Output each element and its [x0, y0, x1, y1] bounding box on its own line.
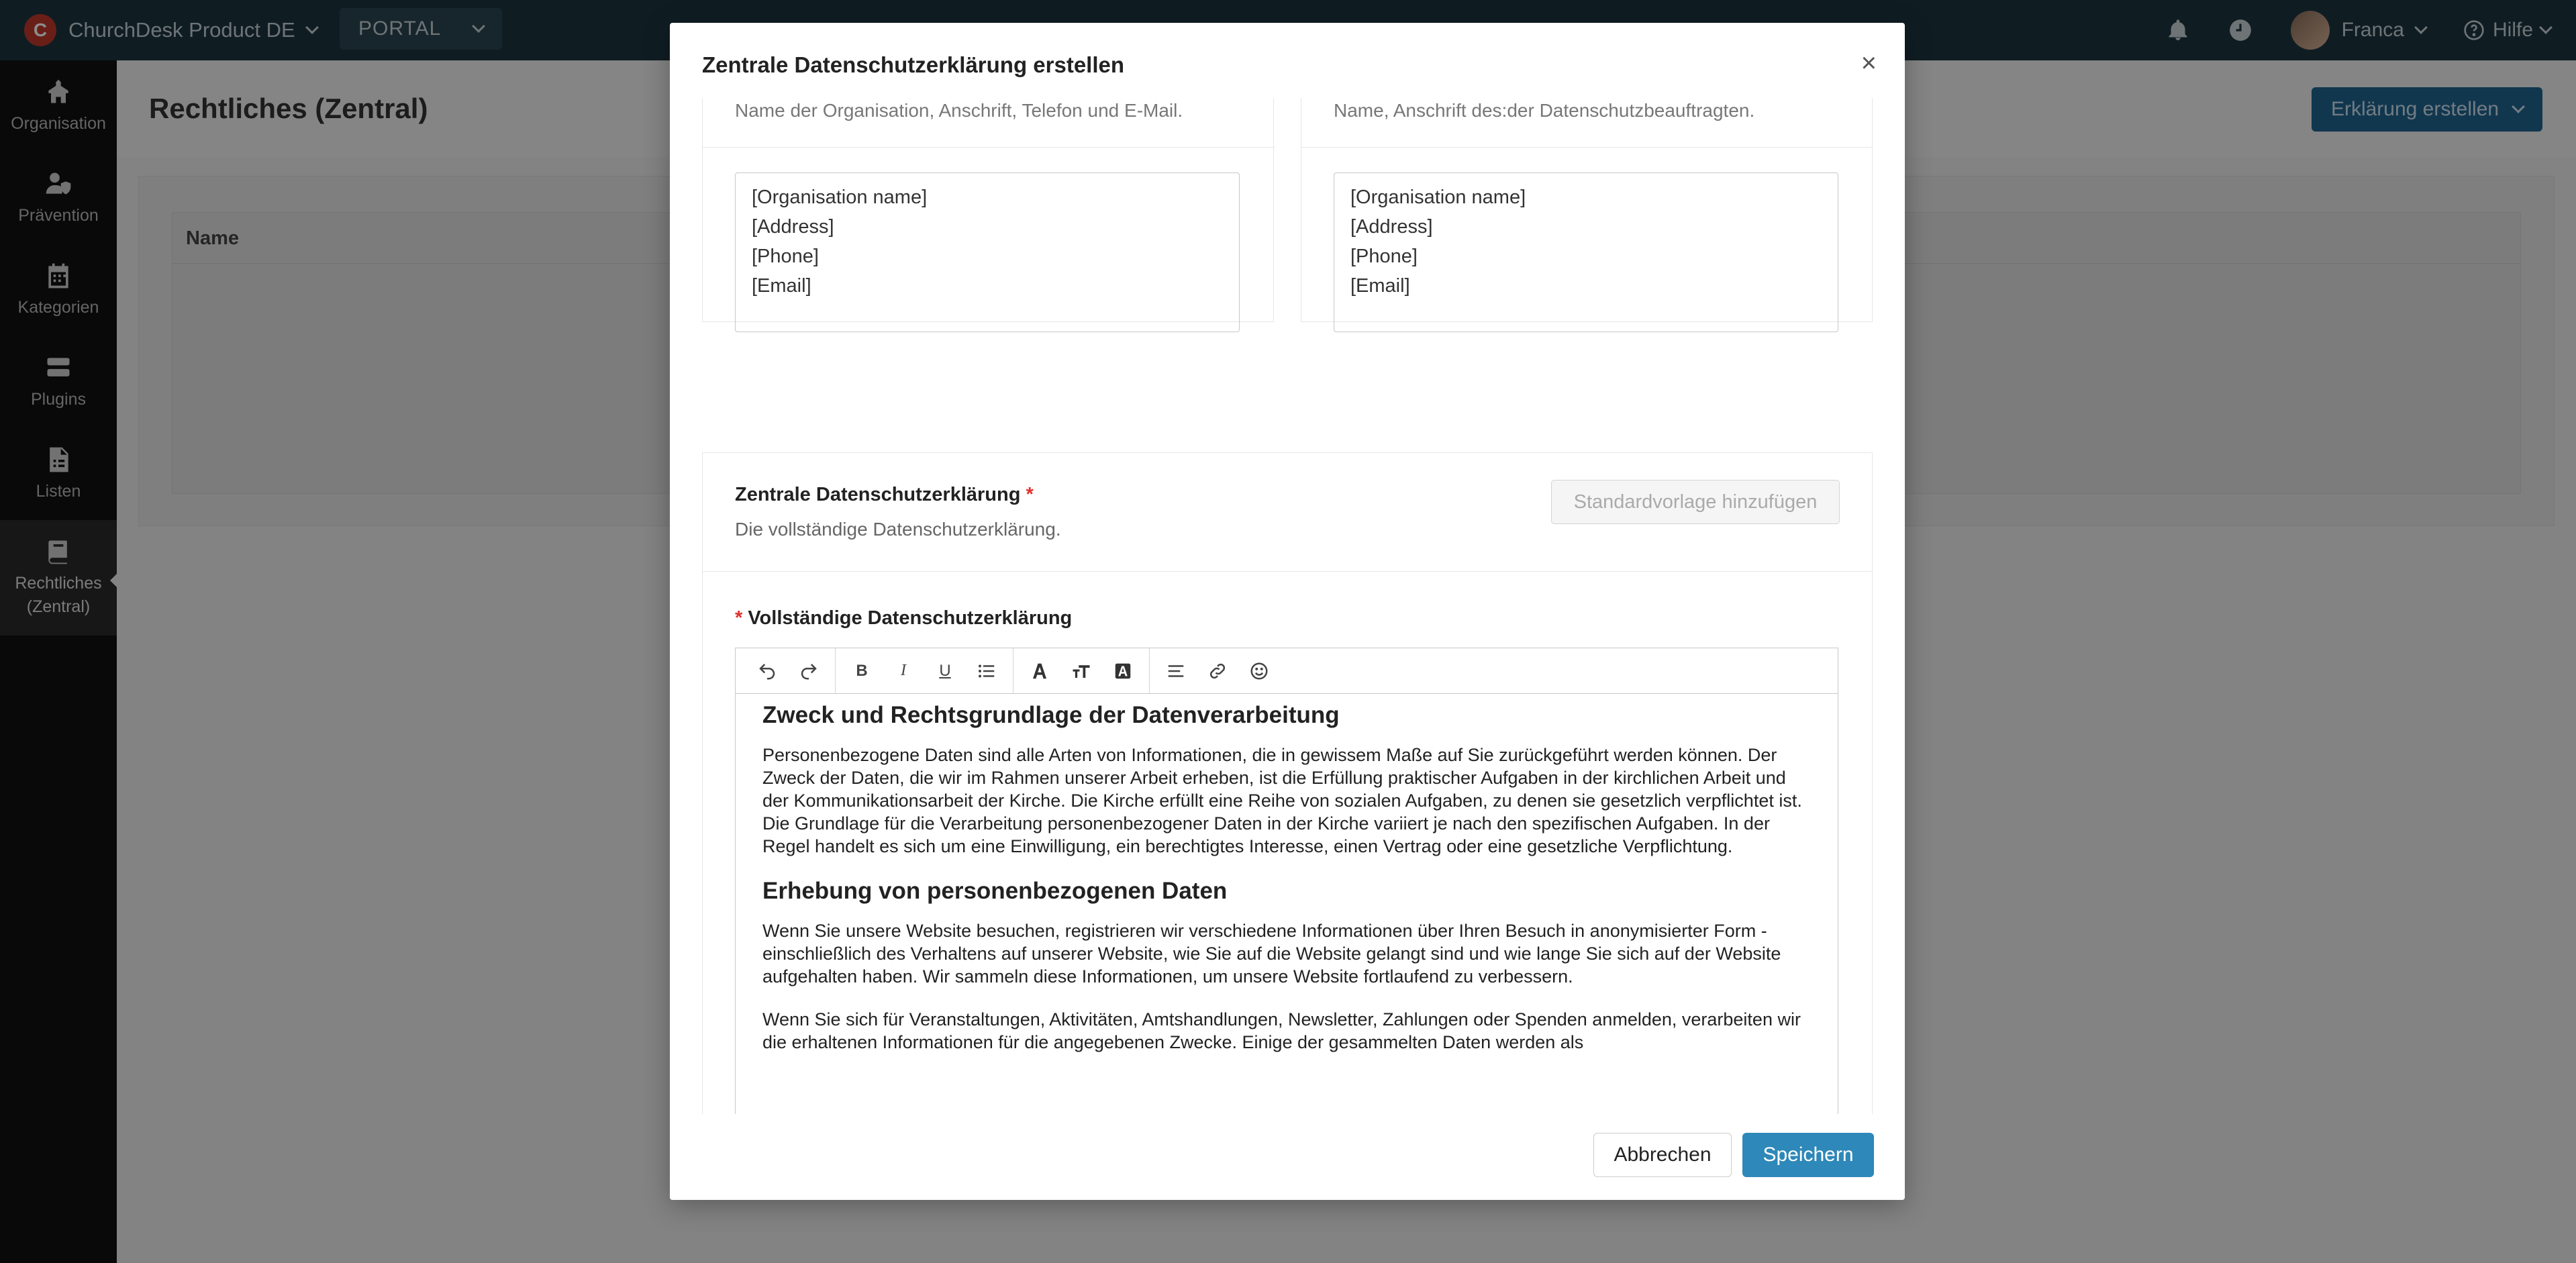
redo-icon[interactable]: [788, 654, 830, 689]
undo-icon[interactable]: [746, 654, 788, 689]
organisation-address-textarea[interactable]: [Organisation name] [Address] [Phone] [Email]: [735, 172, 1240, 332]
section-description: Die vollständige Datenschutzerklärung.: [735, 519, 1061, 540]
sidebar-item-label: Listen: [36, 482, 81, 501]
create-statement-label: Erklärung erstellen: [2330, 98, 2499, 120]
sidebar-item-label: Kategorien: [17, 298, 99, 317]
editor-toolbar: [736, 648, 1838, 694]
sidebar-item-label: Prävention: [18, 206, 99, 225]
org-logo: C: [24, 14, 56, 46]
modal-footer: [670, 1114, 1905, 1200]
data-protection-officer-panel: [1301, 98, 1873, 322]
field-label: [735, 607, 1072, 629]
content-paragraph: Wenn Sie sich für Veranstaltungen, Aktivitäten, Amtshandlungen, Newsletter, Zahlungen oder Spenden anmelden, verarbeiten wir die erhaltenen Informationen für die angegebenen Zwecke. Einige der gesammelten Daten werden als: [762, 1009, 1801, 1052]
emoji-icon[interactable]: [1238, 654, 1280, 689]
font-family-icon[interactable]: [1019, 654, 1060, 689]
org-name: ChurchDesk Product DE: [68, 18, 295, 42]
font-size-icon[interactable]: [1060, 654, 1102, 689]
modal-title: Zentrale Datenschutzerklärung erstellen: [702, 52, 1125, 77]
close-icon[interactable]: ×: [1861, 48, 1877, 78]
content-heading: Erhebung von personenbezogenen Daten: [762, 878, 1228, 904]
section-title: [735, 484, 1034, 506]
help-label: Hilfe: [2492, 19, 2533, 41]
text-color-icon[interactable]: [1102, 654, 1144, 689]
table-header-name: Name: [172, 213, 2520, 264]
divider: [703, 147, 1275, 148]
editor-content[interactable]: [762, 702, 1811, 1074]
central-statement-panel: [702, 452, 1873, 1137]
field-label-text: Vollständige Datenschutzerklärung: [748, 607, 1073, 629]
add-default-template-button[interactable]: Standardvorlage hinzufügen: [1551, 480, 1840, 524]
panel-description: Name, Anschrift des:der Datenschutzbeauftragten.: [1334, 100, 1755, 121]
sidebar-item-label: Plugins: [31, 390, 86, 409]
organisation-contact-panel: [702, 98, 1274, 322]
modal-body: [702, 98, 1873, 1137]
panel-description: Name der Organisation, Anschrift, Telefon und E-Mail.: [735, 100, 1183, 121]
sidebar-item-label: Organisation: [11, 114, 106, 133]
toolbar-group-font: [1013, 648, 1150, 694]
user-name: Franca: [2341, 19, 2404, 41]
create-privacy-statement-modal: [670, 23, 1905, 1200]
bulleted-list-icon[interactable]: [966, 654, 1007, 689]
divider: [1301, 147, 1873, 148]
toolbar-group-history: [741, 648, 836, 694]
italic-icon[interactable]: I: [901, 662, 906, 679]
link-icon[interactable]: [1197, 654, 1238, 689]
dpo-address-textarea[interactable]: [Organisation name] [Address] [Phone] [Email]: [1334, 172, 1838, 332]
underline-icon[interactable]: U: [939, 661, 951, 680]
rich-text-editor[interactable]: [735, 648, 1838, 1137]
required-mark: *: [1026, 484, 1034, 505]
toolbar-group-insert: [1150, 648, 1285, 694]
section-title-text: Zentrale Datenschutzerklärung: [735, 484, 1021, 505]
required-mark: *: [735, 607, 743, 629]
portal-label: PORTAL: [358, 17, 442, 40]
page-title: Rechtliches (Zentral): [149, 93, 428, 124]
sidebar-item-label: Rechtliches (Zentral): [15, 574, 102, 616]
content-heading: Zweck und Rechtsgrundlage der Datenverarbeitung: [762, 702, 1340, 728]
content-paragraph: Wenn Sie unsere Website besuchen, registrieren wir verschiedene Informationen über Ihren Besuch in anonymisierter Form - einschließlich des Verhaltens auf unserer Website, wie Sie auf die Website gelangt sind und wie lange Sie sich auf der Website aufgehalten haben. Wir sammeln diese Informationen, um unsere Website fortlaufend zu verbessern.: [762, 921, 1781, 987]
bold-icon[interactable]: B: [856, 661, 868, 680]
align-icon[interactable]: [1155, 654, 1197, 689]
cancel-button[interactable]: Abbrechen: [1593, 1133, 1732, 1177]
toolbar-group-format: [836, 648, 1013, 694]
save-button[interactable]: Speichern: [1742, 1133, 1874, 1177]
divider: [703, 571, 1873, 572]
content-paragraph: Personenbezogene Daten sind alle Arten von Informationen, die in gewissem Maße auf Sie zurückgeführt werden können. Der Zweck der Daten, die wir im Rahmen unserer Arbeit erheben, ist die Erfüllung praktischer Aufgaben in der kirchlichen Arbeit und der Kommunikationsarbeit der Kirche. Die Kirche erfüllt eine Reihe von sozialen Aufgaben, zu denen sie gesetzlich verpflichtet ist. Die Grundlage für die Verarbeitung personenbezogener Daten in der Kirche variiert je nach den spezifischen Aufgaben. In der Regel handelt es sich um eine Einwilligung, ein berechtigtes Interesse, einen Vertrag oder eine gesetzliche Verpflichtung.: [762, 745, 1802, 856]
